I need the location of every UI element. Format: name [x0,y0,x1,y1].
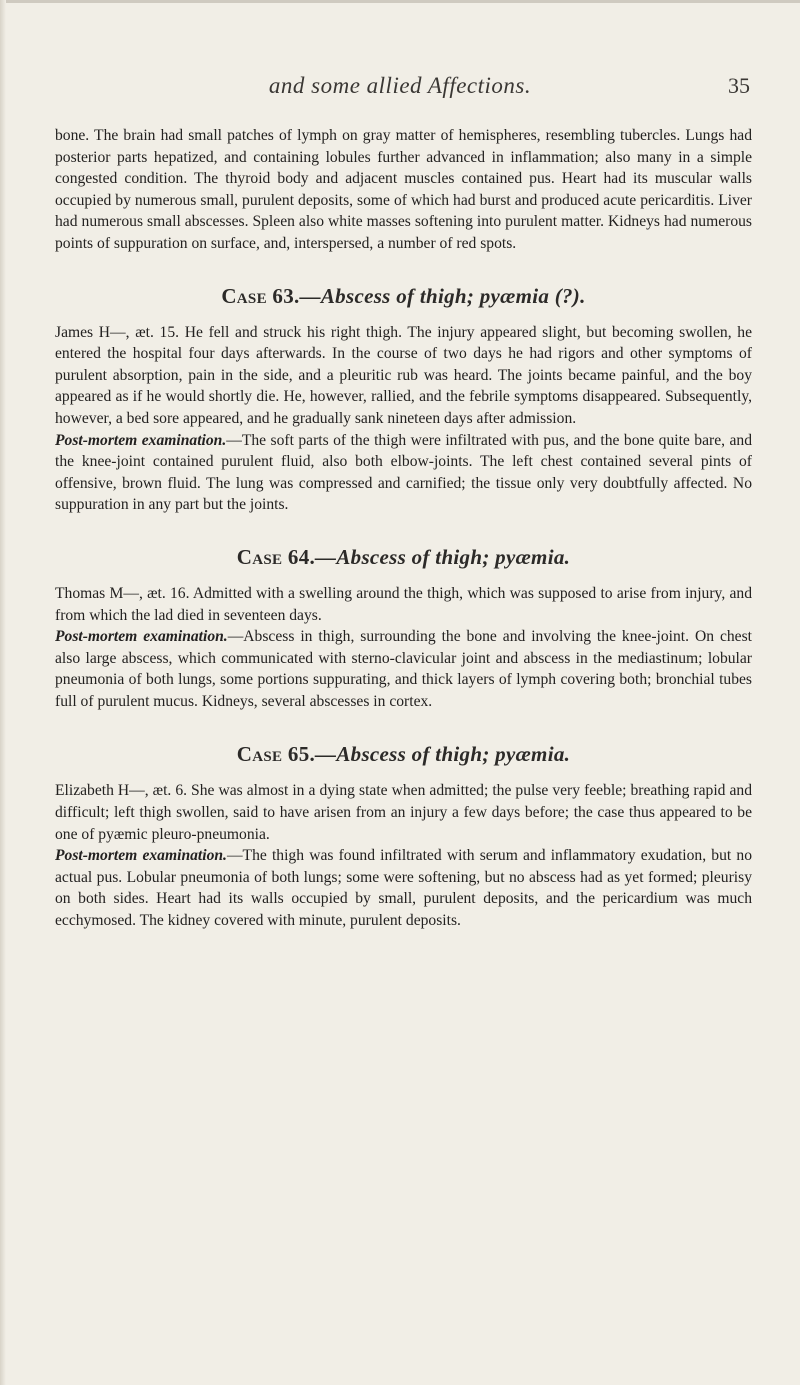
case-64-postmortem-text: —Abscess in thigh, surrounding the bone and involving the knee-joint. On chest also large abscess, which communicated with sterno-clavicular joint and abscess in the mediastinum; lobular pneumonia of both lungs, some portions suppurating, and thick layers of lymph covering both; bronchial tubes full of purulent mucus. Kidneys, several abscesses in cortex. [55,628,752,710]
page-number: 35 [728,73,750,98]
case-65-postmortem-text: —The thigh was found infiltrated with serum and inflammatory exudation, but no actual pus. Lobular pneumonia of both lungs; some were softening, but no abscess had as yet formed; pleurisy on both sides. Heart had its walls occupied by small, purulent deposits, and the pericardium was much ecchymosed. The kidney covered with minute, purulent deposits. [55,847,752,930]
case-64-postmortem [55,626,752,712]
running-head: and some allied Affections. [268,73,532,98]
intro-paragraph: bone. The brain had small patches of lymph on gray matter of hemispheres, resembling tubercles. Lungs had posterior parts hepatized, and containing lobules further advanced in inflammation; also many in a simple congested condition. The thyroid body and adjacent muscles contained pus. Heart had its muscular walls occupied by numerous small, purulent deposits, some of which had burst and produced acute pericarditis. Liver had numerous small abscesses. Spleen also white masses softening into purulent matter. Kidneys had numerous points of suppuration on surface, and, interspersed, a number of red spots. [55,127,752,252]
case-63-label: Case 63. [221,283,300,308]
case-63-subject: —Abscess of thigh; pyæmia (?). [299,283,586,308]
page-binding-edge [0,0,6,1385]
case-63-heading [55,284,752,309]
page-body [55,125,752,932]
case-65-postmortem [55,845,752,931]
case-64-label: Case 64. [236,544,316,569]
case-64-subject: —Abscess of thigh; pyæmia. [315,544,571,569]
case-64-history: Thomas M—, æt. 16. Admitted with a swelling around the thigh, which was supposed to arise from injury, and from which the lad died in seventeen days. [55,584,752,624]
case-65-history: Elizabeth H—, æt. 6. She was almost in a dying state when admitted; the pulse very feeble; breathing rapid and difficult; left thigh swollen, said to have arisen from an injury a few days before; the case thus appeared to be one of pyæmic pleuro-pneumonia. [55,782,752,843]
case-63-postmortem-label: Post-mortem examination. [55,431,227,449]
case-63-postmortem-text: —The soft parts of the thigh were infiltrated with pus, and the bone quite bare, and the knee-joint contained purulent fluid, also both elbow-joints. The left chest contained several pints of offensive, brown fluid. The lung was compressed and carnified; the tissue only very doubtfully affected. No suppuration in any part but the joints. [55,431,753,514]
case-65-postmortem-label: Post-mortem examination. [55,847,227,865]
case-64-heading [55,545,752,570]
case-65-heading [55,742,752,767]
page-top-edge [0,0,800,3]
page-header [0,73,800,107]
case-64-postmortem-label: Post-mortem examination. [55,628,228,646]
case-63-postmortem [55,430,752,516]
case-65-label: Case 65. [236,742,316,767]
case-63-history: James H—, æt. 15. He fell and struck his right thigh. The injury appeared slight, but becoming swollen, he entered the hospital four days afterwards. In the course of two days he had rigors and other symptoms of purulent absorption, pain in the side, and a pleuritic rub was heard. The joints became painful, and the boy appeared as if he would shortly die. He, however, rallied, and the febrile symptoms disappeared. Subsequently, however, a bed sore appeared, and he gradually sank nineteen days after admission. [55,323,752,427]
case-65-subject: —Abscess of thigh; pyæmia. [315,742,571,767]
